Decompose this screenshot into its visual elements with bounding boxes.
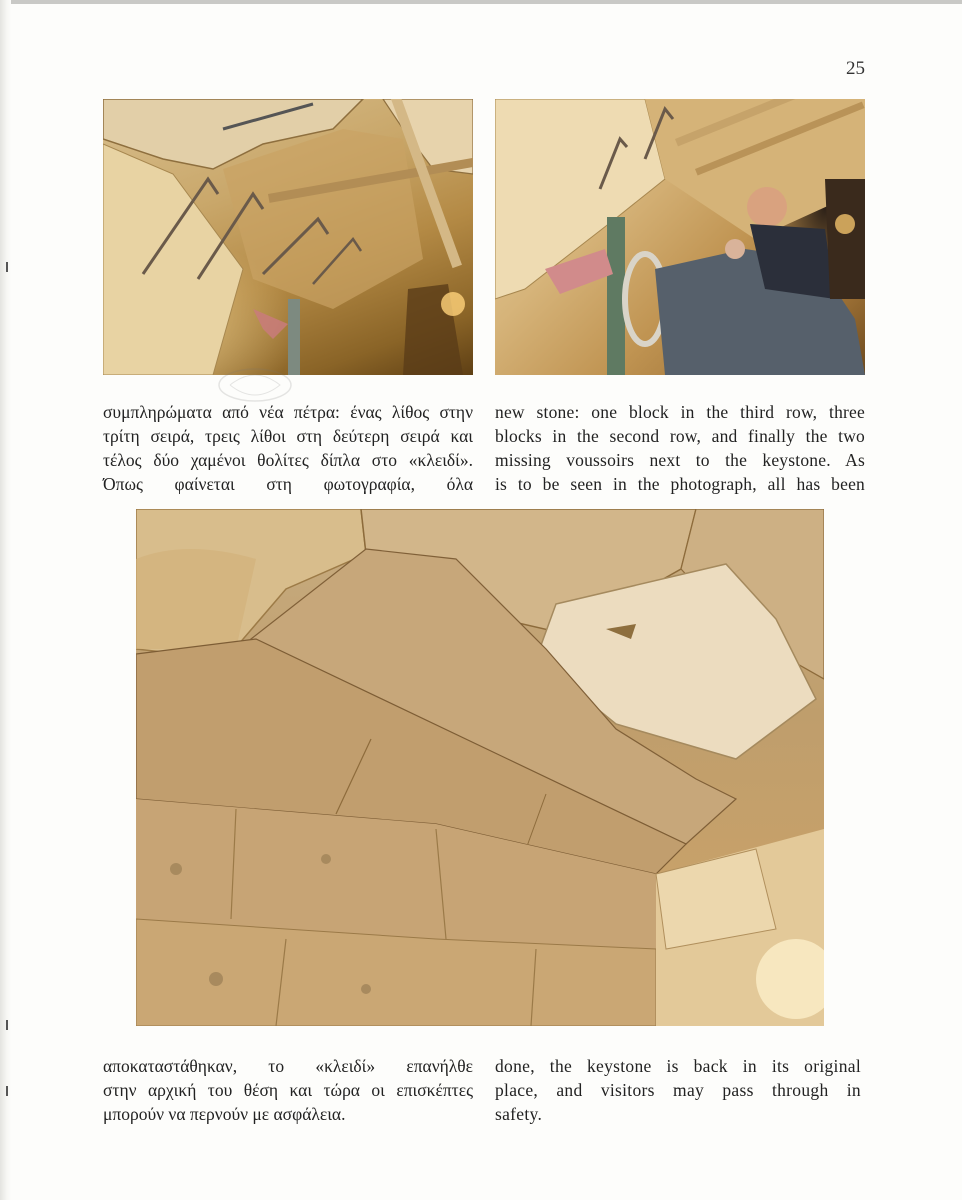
margin-mark [6,1086,8,1096]
text-line: Όπως φαίνεται στη φωτογραφία, όλα [103,474,473,494]
photo-workers-fitting-stone [495,99,865,375]
text-line: missing voussoirs next to the keystone. As [495,450,865,470]
page-top-edge [0,0,962,4]
margin-mark [6,1020,8,1030]
greek-paragraph-top [103,400,473,496]
photo-restored-vault-drawing [136,509,824,1026]
page-number: 25 [846,58,865,79]
greek-paragraph-bottom [103,1054,473,1126]
photo-iron-brackets-drawing [103,99,473,375]
faint-seal-watermark [215,365,295,405]
english-paragraph-top [495,400,865,496]
photo-workers-drawing [495,99,865,375]
text-line: συμπληρώματα από νέα πέτρα: ένας λίθος στην [103,402,473,422]
margin-mark [6,262,8,272]
text-line: blocks in the second row, and finally the two [495,426,865,446]
text-line: safety. [495,1104,543,1124]
text-line: done, the keystone is back in its original [495,1056,861,1076]
text-line: μπορούν να περνούν με ασφάλεια. [103,1104,346,1124]
text-line: τρίτη σειρά, τρεις λίθοι στη δεύτερη σειρά και [103,426,473,446]
text-line: place, and visitors may pass through in [495,1080,861,1100]
english-paragraph-bottom [495,1054,861,1126]
text-line: new stone: one block in the third row, three [495,402,865,422]
photo-restored-vault [136,509,824,1026]
text-line: is to be seen in the photograph, all has been [495,474,865,494]
text-line: τέλος δύο χαμένοι θολίτες δίπλα στο «κλειδί». [103,450,473,470]
text-line: αποκαταστάθηκαν, το «κλειδί» επανήλθε [103,1056,473,1076]
text-line: στην αρχική του θέση και τώρα οι επισκέπτες [103,1080,473,1100]
photo-iron-brackets [103,99,473,375]
